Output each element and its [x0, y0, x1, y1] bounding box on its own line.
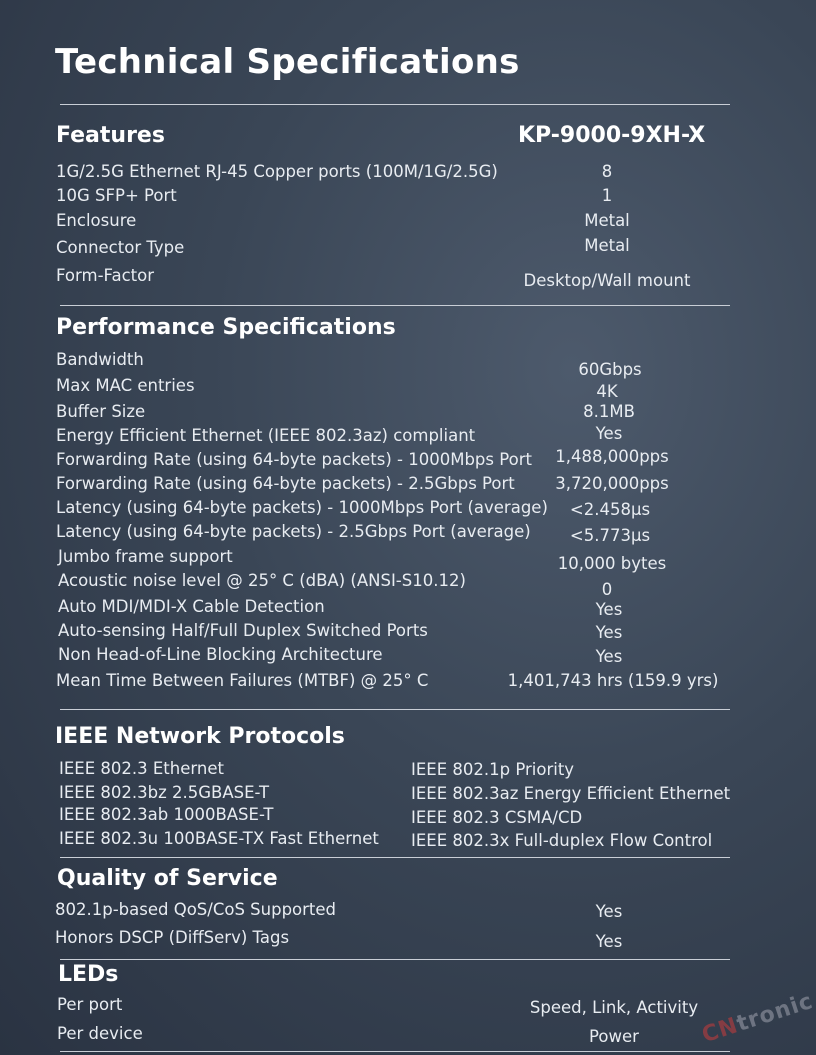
qos-value: Yes [595, 902, 623, 921]
protocol-item: IEEE 802.3u 100BASE-TX Fast Ethernet [59, 829, 379, 848]
feature-value: Desktop/Wall mount [523, 271, 691, 290]
performance-label: Jumbo frame support [58, 547, 233, 566]
divider [60, 104, 730, 105]
performance-label: Non Head-of-Line Blocking Architecture [58, 645, 383, 664]
performance-value: 8.1MB [583, 402, 635, 421]
divider [60, 1051, 730, 1052]
protocol-item: IEEE 802.3ab 1000BASE-T [59, 805, 274, 824]
protocol-item: IEEE 802.3 CSMA/CD [411, 808, 583, 827]
performance-value: 4K [596, 382, 618, 401]
performance-value: 1,488,000pps [555, 447, 669, 466]
performance-label: Mean Time Between Failures (MTBF) @ 25° C [56, 671, 429, 690]
qos-heading: Quality of Service [57, 866, 278, 891]
performance-value: Yes [595, 600, 623, 619]
feature-label: 1G/2.5G Ethernet RJ-45 Copper ports (100M/1G/2.5G) [56, 162, 498, 181]
divider [60, 857, 730, 858]
performance-value: <5.773μs [569, 526, 651, 545]
performance-value: 1,401,743 hrs (159.9 yrs) [507, 671, 719, 690]
qos-value: Yes [595, 932, 623, 951]
feature-value: Metal [584, 211, 630, 230]
led-value: Power [589, 1027, 639, 1046]
performance-heading: Performance Specifications [56, 315, 396, 340]
protocol-item: IEEE 802.3x Full-duplex Flow Control [411, 831, 713, 850]
protocol-item: IEEE 802.3 Ethernet [59, 759, 224, 778]
feature-label: 10G SFP+ Port [56, 186, 177, 205]
protocol-item: IEEE 802.1p Priority [411, 760, 575, 779]
watermark-suffix: tronic [733, 988, 816, 1037]
performance-label: Latency (using 64-byte packets) - 2.5Gbps Port (average) [56, 522, 531, 541]
performance-value: 10,000 bytes [557, 554, 667, 573]
protocol-item: IEEE 802.3bz 2.5GBASE-T [59, 783, 270, 802]
performance-value: 60Gbps [578, 360, 642, 379]
features-heading: Features [56, 123, 165, 148]
feature-value: 1 [601, 186, 613, 205]
performance-label: Forwarding Rate (using 64-byte packets) - 2.5Gbps Port [56, 474, 515, 493]
feature-label: Enclosure [56, 211, 137, 230]
performance-label: Auto MDI/MDI-X Cable Detection [58, 597, 325, 616]
performance-label: Acoustic noise level @ 25° C (dBA) (ANSI-S10.12) [58, 571, 466, 590]
watermark-prefix: CN [698, 1013, 742, 1049]
qos-label: 802.1p-based QoS/CoS Supported [55, 900, 337, 919]
performance-label: Buffer Size [56, 402, 146, 421]
divider [60, 959, 730, 960]
led-label: Per device [57, 1024, 143, 1043]
divider [60, 305, 730, 306]
performance-value: <2.458μs [569, 500, 651, 519]
performance-value: 3,720,000pps [555, 474, 669, 493]
page-title: Technical Specifications [55, 42, 520, 82]
performance-value: Yes [595, 647, 623, 666]
qos-label: Honors DSCP (DiffServ) Tags [55, 928, 290, 947]
performance-value: 0 [601, 580, 613, 599]
protocol-item: IEEE 802.3az Energy Efficient Ethernet [411, 784, 731, 803]
performance-label: Auto-sensing Half/Full Duplex Switched Ports [58, 621, 428, 640]
performance-label: Max MAC entries [56, 376, 195, 395]
feature-value: Metal [584, 236, 630, 255]
performance-value: Yes [595, 424, 623, 443]
led-label: Per port [57, 995, 123, 1014]
performance-label: Bandwidth [56, 350, 144, 369]
divider [60, 709, 730, 710]
performance-label: Forwarding Rate (using 64-byte packets) - 1000Mbps Port [56, 450, 532, 469]
feature-value: 8 [601, 162, 613, 181]
feature-label: Form-Factor [56, 266, 155, 285]
model-heading: KP-9000-9XH-X [518, 123, 706, 148]
performance-label: Latency (using 64-byte packets) - 1000Mbps Port (average) [56, 498, 548, 517]
leds-heading: LEDs [58, 962, 119, 987]
protocols-heading: IEEE Network Protocols [55, 724, 345, 749]
performance-label: Energy Efficient Ethernet (IEEE 802.3az) compliant [56, 426, 476, 445]
performance-value: Yes [595, 623, 623, 642]
led-value: Speed, Link, Activity [529, 998, 699, 1017]
feature-label: Connector Type [56, 238, 185, 257]
